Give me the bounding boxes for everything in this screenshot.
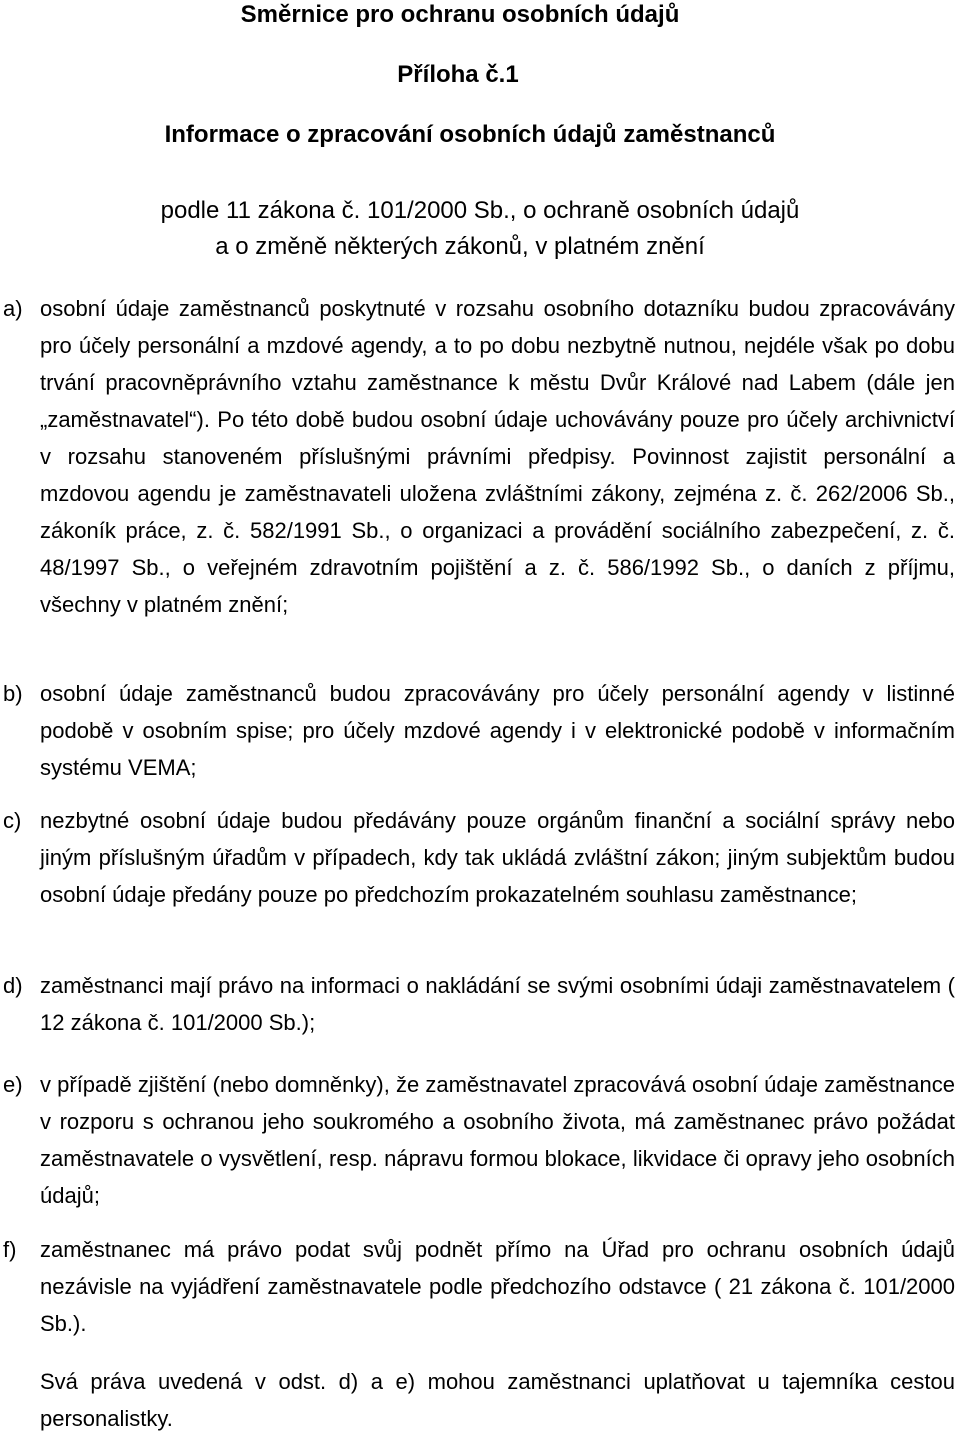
list-item-text: zaměstnanci mají právo na informaci o nakládání se svými osobními údaji zaměstnavatelem ( 12 zákona č. 101/2000 Sb.);	[40, 973, 955, 1035]
list-item-text: nezbytné osobní údaje budou předávány pouze orgánům finanční a sociální správy nebo jiným příslušným úřadům v případech, kdy tak ukládá zvláštní zákon; jiným subjektům budou osobní údaje předány pouze po předchozím prokazatelném souhlasu zaměstnance;	[40, 808, 955, 907]
list-item-letter: b)	[3, 681, 23, 706]
list-item-text: osobní údaje zaměstnanců budou zpracovávány pro účely personální agendy v listinné podobě v osobním spise; pro účely mzdové agendy i v elektronické podobě v informačním systému VEMA;	[40, 681, 955, 780]
document-title: Směrnice pro ochranu osobních údajů	[240, 1, 680, 28]
legal-reference-line-2: a o změně některých zákonů, v platném znění	[215, 233, 705, 260]
list-item-text: v případě zjištění (nebo domněnky), že zaměstnavatel zpracovává osobní údaje zaměstnance v rozporu s ochranou jeho soukromého a osobního života, má zaměstnanec právo požádat zaměstnavatele o vysvětlení, resp. nápravu formou blokace, likvidace či opravy jeho osobních údajů;	[40, 1072, 955, 1208]
document-subtitle: Informace o zpracování osobních údajů zaměstnanců	[164, 121, 776, 148]
closing-paragraph: Svá práva uvedená v odst. d) a e) mohou zaměstnanci uplatňovat u tajemníka cestou personalistky.	[40, 1369, 955, 1431]
list-item-letter: a)	[3, 296, 23, 321]
legal-reference-line-1: podle 11 zákona č. 101/2000 Sb., o ochraně osobních údajů	[160, 197, 800, 224]
list-item-letter: e)	[3, 1072, 23, 1097]
list-item-text: zaměstnanec má právo podat svůj podnět přímo na Úřad pro ochranu osobních údajů nezávisle na vyjádření zaměstnavatele podle předchozího odstavce ( 21 zákona č. 101/2000 Sb.).	[40, 1237, 955, 1336]
list-item-letter: f)	[3, 1237, 17, 1262]
list-item-text: osobní údaje zaměstnanců poskytnuté v rozsahu osobního dotazníku budou zpracovávány pro účely personální a mzdové agendy, a to po dobu nezbytně nutnou, nejdéle však po dobu trvání pracovněprávního vztahu zaměstnance k městu Dvůr Králové nad Labem (dále jen „zaměstnavatel“). Po této době budou osobní údaje uchovávány pouze pro účely archivnictví v rozsahu stanoveném příslušnými právními předpisy. Povinnost zajistit personální a mzdovou agendu je zaměstnavateli uložena zvláštními zákony, zejména z. č. 262/2006 Sb., zákoník práce, z. č. 582/1991 Sb., o organizaci a provádění sociálního zabezpečení, z. č. 48/1997 Sb., o veřejném zdravotním pojištění a z. č. 586/1992 Sb., o daních z příjmu, všechny v platném znění;	[40, 296, 955, 617]
annex-label: Příloha č.1	[397, 61, 519, 88]
list-item-letter: d)	[3, 973, 23, 998]
list-item-letter: c)	[3, 808, 22, 833]
